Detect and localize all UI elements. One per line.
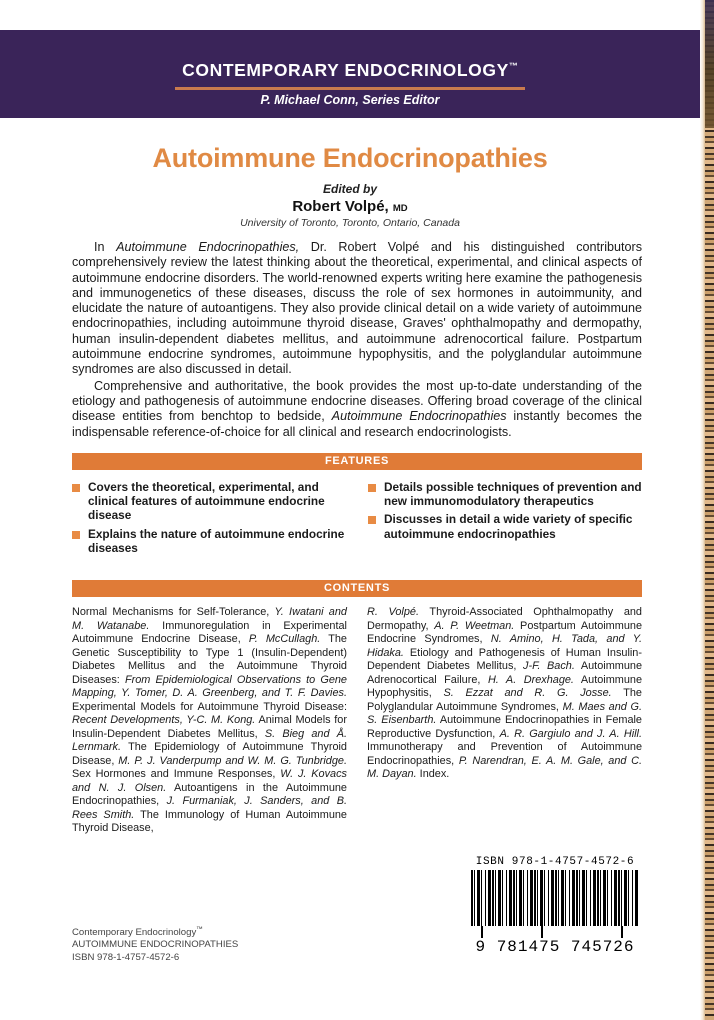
square-bullet-icon [368, 484, 376, 492]
contents-column-left: Normal Mechanisms for Self-Tolerance, Y. Iwatani and M. Watanabe. Immunoregulation in Experimental Autoimmune Endocrine Disease, P. McCullagh. The Genetic Susceptibility to Type 1 (Insulin-Dependent) Diabetes Mellitus and the Autoimmune Thyroid Diseases: From Epidemiological Observations to Gene Mapping, Y. Tomer, D. A. Greenberg, and T. F. Davies. Experimental Models for Autoimmune Thyroid Disease: Recent Developments, Y-C. M. Kong. Animal Models for Insulin-Dependent Diabetes Mellitus, S. Bieg and Å. Lernmark. The Epidemiology of Autoimmune Thyroid Disease, M. P. J. Vanderpump and W. M. G. Tunbridge. Sex Hormones and Immune Responses, W. J. Kovacs and N. J. Olsen. Autoantigens in the Autoimmune Endocrinopathies, J. Furmaniak, J. Sanders, and B. Rees Smith. The Immunology of Human Autoimmune Thyroid Disease, [72, 606, 348, 834]
edited-by-label: Edited by [322, 182, 377, 196]
feature-text: Covers the theoretical, experimental, and clinical features of autoimmune endocrine disease [88, 480, 325, 523]
series-editor: P. Michael Conn, Series Editor [260, 93, 440, 107]
features-section-header: FEATURES [72, 453, 642, 470]
features-column-right [368, 480, 642, 559]
list-item [368, 512, 642, 540]
square-bullet-icon [72, 531, 80, 539]
isbn-barcode [468, 856, 642, 956]
page-edge-texture [705, 0, 714, 1020]
barcode-digits: 9 781475 745726 [475, 938, 635, 956]
series-divider-rule [175, 87, 525, 90]
editor-affiliation: University of Toronto, Toronto, Ontario, Canada [240, 217, 460, 229]
cover-body [0, 118, 700, 1020]
blurb-paragraph-1: In Autoimmune Endocrinopathies, Dr. Robert Volpé and his distinguished contributors comprehensively review the latest thinking about the theoretical, experimental, and clinical aspects of autoimmune endocrine disorders. The world-renowned experts writing here examine the pathogenesis and immunogenetics of these diseases, discuss the role of sex hormones in autoimmunity, and elucidate the nature of autoantigens. They also provide clinical detail on a wide variety of autoimmune endocrinopathies, including autoimmune thyroid disease, Graves' ophthalmopathy and dermopathy, human insulin-dependent diabetes mellitus, and autoimmune adrenocortical failure. Postpartum autoimmune endocrine syndromes, autoimmune hypophysitis, and the polyglandular autoimmune syndromes are also discussed in detail. [72, 240, 642, 377]
imprint-series [72, 924, 238, 939]
imprint-title: AUTOIMMUNE ENDOCRINOPATHIES [72, 939, 239, 951]
page-edge-top-shadow [705, 0, 714, 128]
imprint-block [72, 924, 238, 964]
contents-list [72, 606, 642, 836]
feature-text: Explains the nature of autoimmune endocrine diseases [88, 526, 345, 555]
contents-section-header: CONTENTS [72, 580, 642, 597]
square-bullet-icon [72, 484, 80, 492]
feature-text: Discusses in detail a wide variety of specific autoimmune endocrinopathies [384, 512, 633, 541]
list-item [72, 527, 346, 555]
contents-column-right: R. Volpé. Thyroid-Associated Ophthalmopathy and Dermopathy, A. P. Weetman. Postpartum Autoimmune Endocrine Syndromes, N. Amino, H. Tada, and Y. Hidaka. Etiology and Pathogenesis of Human Insulin-Dependent Diabetes Mellitus, J-F. Bach. Autoimmune Adrenocortical Failure, H. A. Drexhage. Autoimmune Hypophysitis, S. Ezzat and R. G. Josse. The Polyglandular Autoimmune Syndromes, M. Maes and G. S. Eisenbarth. Autoimmune Endocrinopathies in Female Reproductive Dysfunction, A. R. Gargiulo and J. A. Hill. Immunotherapy and Prevention of Autoimmune Endocrinopathies, P. Narendran, E. A. M. Gale, and C. M. Dayan. Index. [367, 606, 643, 780]
square-bullet-icon [368, 516, 376, 524]
editor-name [0, 198, 700, 215]
list-item [72, 480, 346, 523]
editor-degree: MD [392, 203, 408, 214]
imprint-isbn: ISBN 978-1-4757-4572-6 [72, 951, 180, 963]
series-title-text: CONTEMPORARY ENDOCRINOLOGY [182, 60, 509, 80]
series-title [0, 60, 700, 81]
imprint-series-text: Contemporary Endocrinology [72, 927, 197, 939]
barcode-guard-bars [471, 926, 639, 938]
list-item [368, 480, 642, 508]
features-list [72, 480, 642, 559]
features-column-left [72, 480, 346, 559]
feature-text: Details possible techniques of prevention and new immunomodulatory therapeutics [384, 480, 642, 509]
trademark-icon: ™ [196, 926, 203, 933]
isbn-label: ISBN 978-1-4757-4572-6 [475, 856, 635, 868]
trademark-icon: ™ [508, 61, 518, 72]
page-title: Autoimmune Endocrinopathies [152, 143, 548, 173]
blurb-paragraph-2: Comprehensive and authoritative, the book provides the most up-to-date understanding of the etiology and pathogenesis of autoimmune endocrine diseases. Offering broad coverage of the clinical disease entities from benchtop to bedside, Autoimmune Endocrinopathies instantly becomes the indispensable reference-of-choice for all clinical and research endocrinologists. [72, 378, 642, 439]
series-header-band [0, 30, 700, 118]
editor-name-text: Robert Volpé, [292, 198, 389, 215]
barcode-bars [471, 870, 639, 926]
blurb-text [72, 240, 642, 441]
